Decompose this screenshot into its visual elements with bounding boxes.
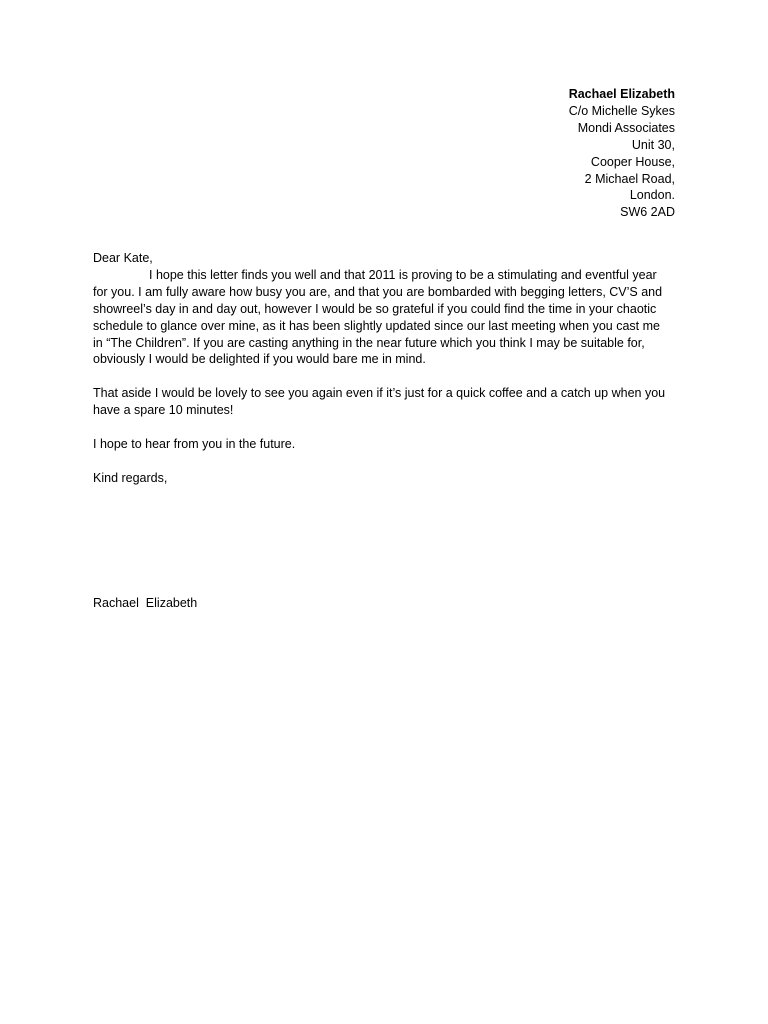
- building-line: Cooper House,: [590, 154, 675, 169]
- sender-address-block: [569, 86, 675, 221]
- postcode-line: SW6 2AD: [620, 205, 675, 220]
- signature-name: Rachael Elizabeth: [93, 596, 198, 610]
- company-line: Mondi Associates: [577, 120, 675, 135]
- city-line: London.: [629, 188, 675, 203]
- closing: Kind regards,: [93, 470, 168, 485]
- sender-name: Rachael Elizabeth: [568, 87, 675, 101]
- salutation: Dear Kate,: [93, 251, 153, 265]
- care-of-line: C/o Michelle Sykes: [568, 103, 675, 118]
- paragraph-3: I hope to hear from you in the future.: [93, 436, 296, 451]
- paragraph-spacer: [93, 453, 673, 470]
- street-line: 2 Michael Road,: [584, 171, 675, 186]
- letter-body: [93, 250, 673, 487]
- paragraph-spacer: [93, 419, 673, 436]
- unit-line: Unit 30,: [631, 137, 675, 152]
- paragraph-spacer: [93, 368, 673, 385]
- paragraph-1: I hope this letter finds you well and that 2011 is proving to be a stimulating and eventful year for you. I am fully aware how busy you are, and that you are bombarded with begging letters, CV’S and showreel’s day in and day out, however I would be so grateful if you could find the time in your chaotic schedule to glance over mine, as it has been slightly updated since our last meeting when you cast me in “The Children”. If you are casting anything in the near future which you think I may be suitable for, obviously I would be delighted if you would bare me in mind.: [93, 267, 663, 367]
- paragraph-2: That aside I would be lovely to see you again even if it’s just for a quick coffee and a catch up when you have a spare 10 minutes!: [93, 386, 666, 418]
